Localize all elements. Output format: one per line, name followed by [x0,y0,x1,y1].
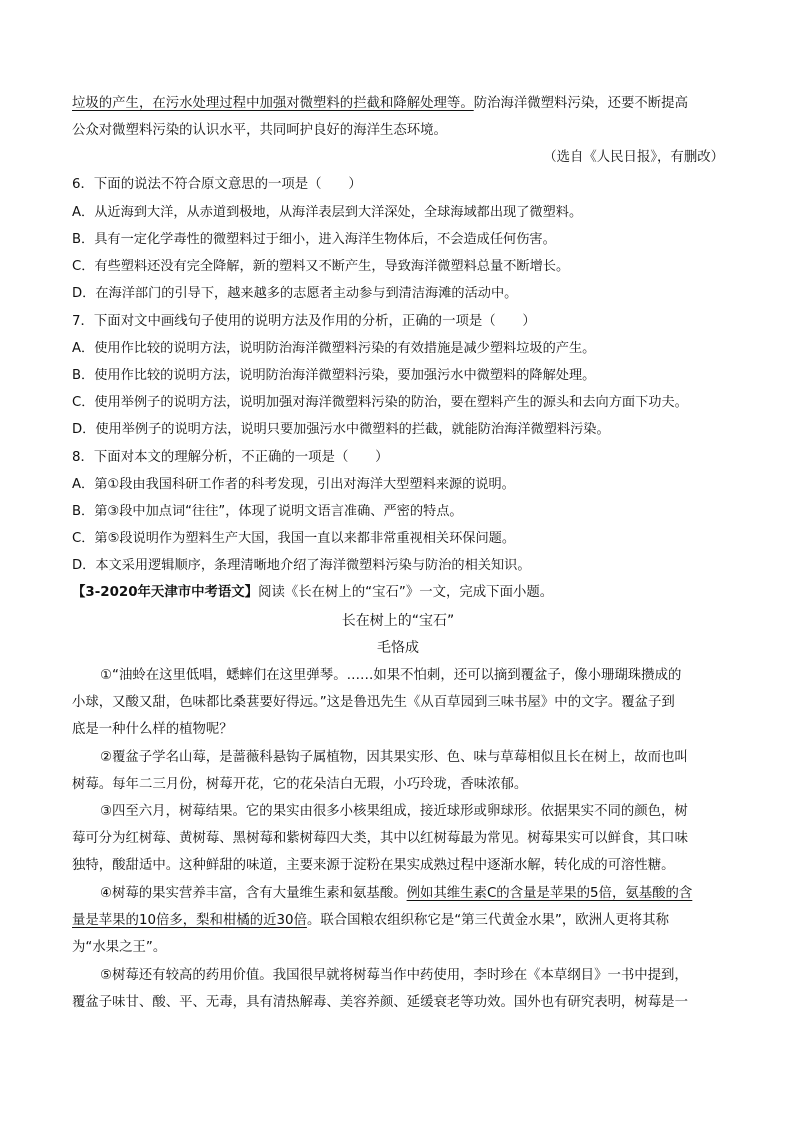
paragraph-5-line-2: 覆盆子味甘、酸、平、无毒，具有清热解毒、美容养颜、延缓衰老等功效。国外也有研究表明，树莓是一 [72,995,688,1010]
article-author: 毛恪成 [377,640,419,656]
question-7-option-d: D．使用举例子的说明方法，说明只要加强污水中微塑料的拦截，就能防治海洋微塑料污染。 [72,422,610,437]
section-3-instruction: 阅读《长在树上的“宝石”》一文，完成下面小题。 [258,585,554,600]
question-8-option-d: D．本文采用逻辑顺序，条理清晰地介绍了海洋微塑料污染与防治的相关知识。 [72,558,531,573]
question-6-option-b: B．具有一定化学毒性的微塑料过于细小，进入海洋生物体后，不会造成任何伤害。 [72,232,556,247]
underlined-sentence: 垃圾的产生，在污水处理过程中加强对微塑料的拦截和降解处理等。 [72,96,474,111]
paragraph-1-line-2: 小球，又酸又甜，色味都比桑葚要好得远。”这是鲁迅先生《从百草园到三味书屋》中的文字。覆盆子到 [72,695,675,710]
paragraph-1-line-1: ①“油蛉在这里低唱，蟋蟀们在这里弹琴。……如果不怕刺，还可以摘到覆盆子，像小珊瑚珠攒成的 [100,668,682,683]
question-6-option-c: C．有些塑料还没有完全降解，新的塑料又不断产生，导致海洋微塑料总量不断增长。 [72,259,570,274]
question-8-option-b: B．第③段中加点词“往往”，体现了说明文语言准确、严密的特点。 [72,504,463,519]
paragraph-2-line-2: 树莓。每年二三月份，树莓开花，它的花朵洁白无瑕，小巧玲珑，香味浓郁。 [72,777,528,792]
question-8-option-c: C．第⑤段说明作为塑料生产大国，我国一直以来都非常重视相关环保问题。 [72,531,516,546]
underlined-example: 例如其维生素C的含量是苹果的5倍，氨基酸的含 [406,886,693,901]
question-6-option-d: D．在海洋部门的引导下，越来越多的志愿者主动参与到清洁海滩的活动中。 [72,286,518,301]
paragraph-1-line-3: 底是一种什么样的植物呢？ [72,722,233,737]
paragraph-4-line-2 [72,911,724,931]
paragraph-4-line-1 [100,884,724,904]
paragraph-3-line-2: 莓可分为红树莓、黄树莓、黑树莓和紫树莓四大类，其中以红树莓最为常见。树莓果实可以鲜食，其口味 [72,831,688,846]
intro-text: 防治海洋微塑料污染，还要不断提高 [473,96,688,111]
source-citation: （选自《人民日报》，有删改） [543,150,724,165]
paragraph-4-text: 。联合国粮农组织称它是“第三代黄金水果”，欧洲人更将其称 [306,913,669,928]
article-title: 长在树上的“宝石” [341,613,455,629]
question-6-stem: 6．下面的说法不符合原文意思的一项是（ ） [72,177,362,192]
question-7-option-c: C．使用举例子的说明方法，说明加强对海洋微塑料污染的防治，要在塑料产生的源头和去向方面下功夫。 [72,395,688,410]
question-6-option-a: A．从近海到大洋，从赤道到极地，从海洋表层到大洋深处，全球海域都出现了微塑料。 [72,205,583,220]
paragraph-4-text: ④树莓的果实营养丰富，含有大量维生素和氨基酸。 [100,886,407,901]
paragraph-2-line-1: ②覆盆子学名山莓，是蔷薇科悬钩子属植物，因其果实形、色、味与草莓相似且长在树上，故而也叫 [100,750,688,765]
paragraph-3-line-3: 独特，酸甜适中。这种鲜甜的味道，主要来源于淀粉在果实成熟过程中逐渐水解，转化成的可溶性糖。 [72,858,675,873]
question-8-option-a: A．第①段由我国科研工作者的科考发现，引出对海洋大型塑料来源的说明。 [72,477,515,492]
section-3-label: 【3-2020年天津市中考语文】 [72,585,259,600]
paragraph-3-line-1: ③四至六月，树莓结果。它的果实由很多小核果组成，接近球形或卵球形。依据果实不同的颜色，树 [100,804,688,819]
question-7-stem: 7．下面对文中画线句子使用的说明方法及作用的分析，正确的一项是（ ） [72,314,536,329]
question-8-stem: 8．下面对本文的理解分析，不正确的一项是（ ） [72,450,389,465]
underlined-example-continued: 量是苹果的10倍多，梨和柑橘的近30倍 [72,913,307,928]
question-7-option-b: B．使用作比较的说明方法，说明防治海洋微塑料污染，要加强污水中微塑料的降解处理。 [72,368,596,383]
paragraph-4-line-3: 为“水果之王”。 [72,940,167,955]
section-3-heading [72,583,724,603]
paragraph-5-line-1: ⑤树莓还有较高的药用价值。我国很早就将树莓当作中药使用，李时珍在《本草纲目》一书中提到， [100,968,688,983]
intro-line-2: 公众对微塑料污染的认识水平，共同呵护良好的海洋生态环境。 [72,123,447,138]
intro-line-1 [72,94,724,114]
question-7-option-a: A．使用作比较的说明方法，说明防治海洋微塑料污染的有效措施是减少塑料垃圾的产生。 [72,341,596,356]
